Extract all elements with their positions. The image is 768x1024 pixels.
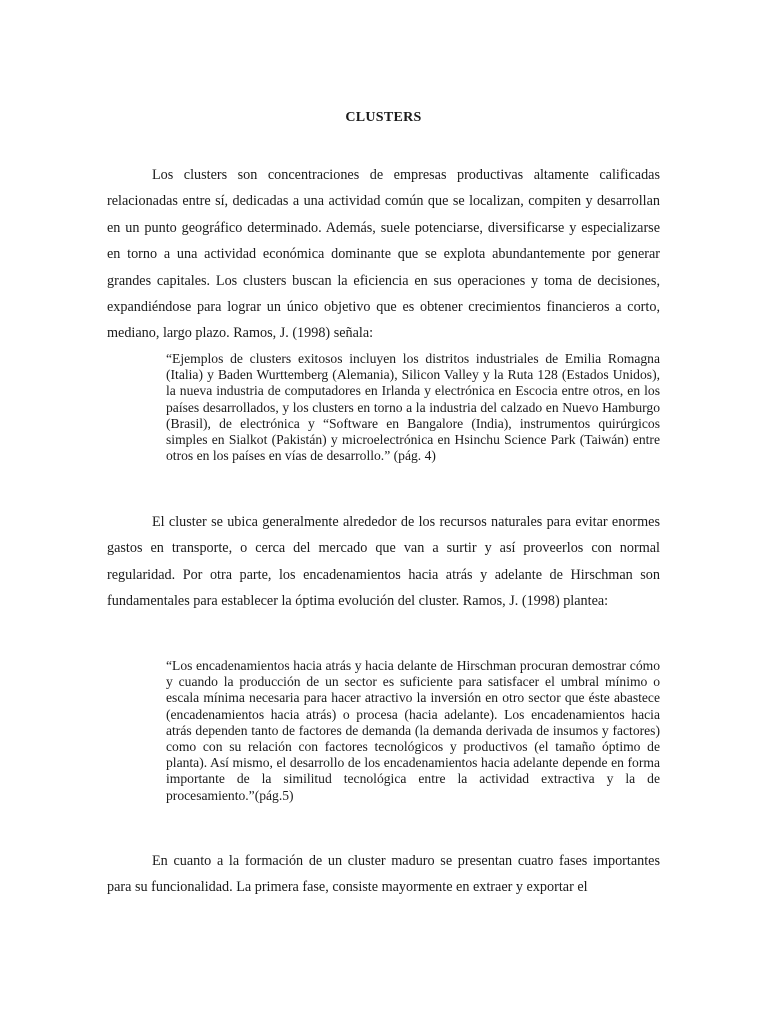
block-quote-1: “Ejemplos de clusters exitosos incluyen los distritos industriales de Emilia Romagna (Italia) y Baden Wurttemberg (Alemania), Silicon Valley y la Ruta 128 (Estados Unidos), la nueva industria de computadores en Irlanda y electrónica en Escocia entre otros, en los países desarrollados, y los clusters en torno a la industria del calzado en Nuevo Hamburgo (Brasil), de electrónica y “Software en Bangalore (India), instrumentos quirúrgicos simples en Sialkot (Pakistán) y microelectrónica en Hsinchu Science Park (Taiwán) entre otros en los países en vías de desarrollo.” (pág. 4) [166, 351, 660, 464]
page-title: CLUSTERS [345, 110, 422, 125]
paragraph-1: Los clusters son concentraciones de empresas productivas altamente calificadas relacionadas entre sí, dedicadas a una actividad común que se localizan, compiten y desarrollan en un punto geográfico determinado. Además, suele potenciarse, diversificarse y especializarse en torno a una actividad económica dominante que se explota abundantemente por generar grandes capitales. Los clusters buscan la eficiencia en sus operaciones y toma de decisiones, expandiéndose para lograr un único objetivo que es obtener crecimientos financieros a corto, mediano, largo plazo. Ramos, J. (1998) señala: [107, 167, 660, 342]
paragraph-2: El cluster se ubica generalmente alrededor de los recursos naturales para evitar enormes gastos en transporte, o cerca del mercado que van a surtir y así proveerlos con normal regularidad. Por otra parte, los encadenamientos hacia atrás y adelante de Hirschman son fundamentales para establecer la óptima evolución del cluster. Ramos, J. (1998) plantea: [107, 514, 660, 610]
block-quote-2: “Los encadenamientos hacia atrás y hacia delante de Hirschman procuran demostrar cómo y cuando la producción de un sector es suficiente para satisfacer el umbral mínimo o escala mínima necesaria para hacer atractivo la inversión en otro sector que éste abastece (encadenamientos hacia atrás) o procesa (hacia adelante). Los encadenamientos hacia atrás dependen tanto de factores de demanda (la demanda derivada de insumos y factores) como con su relación con factores tecnológicos y productivos (el tamaño óptimo de planta). Así mismo, el desarrollo de los encadenamientos hacia adelante depende en forma importante de la similitud tecnológica entre la actividad extractiva y la de procesamiento.”(pág.5) [166, 658, 660, 803]
paragraph-3: En cuanto a la formación de un cluster maduro se presentan cuatro fases importantes para su funcionalidad. La primera fase, consiste mayormente en extraer y exportar el [107, 853, 660, 896]
document-page [107, 0, 660, 1024]
